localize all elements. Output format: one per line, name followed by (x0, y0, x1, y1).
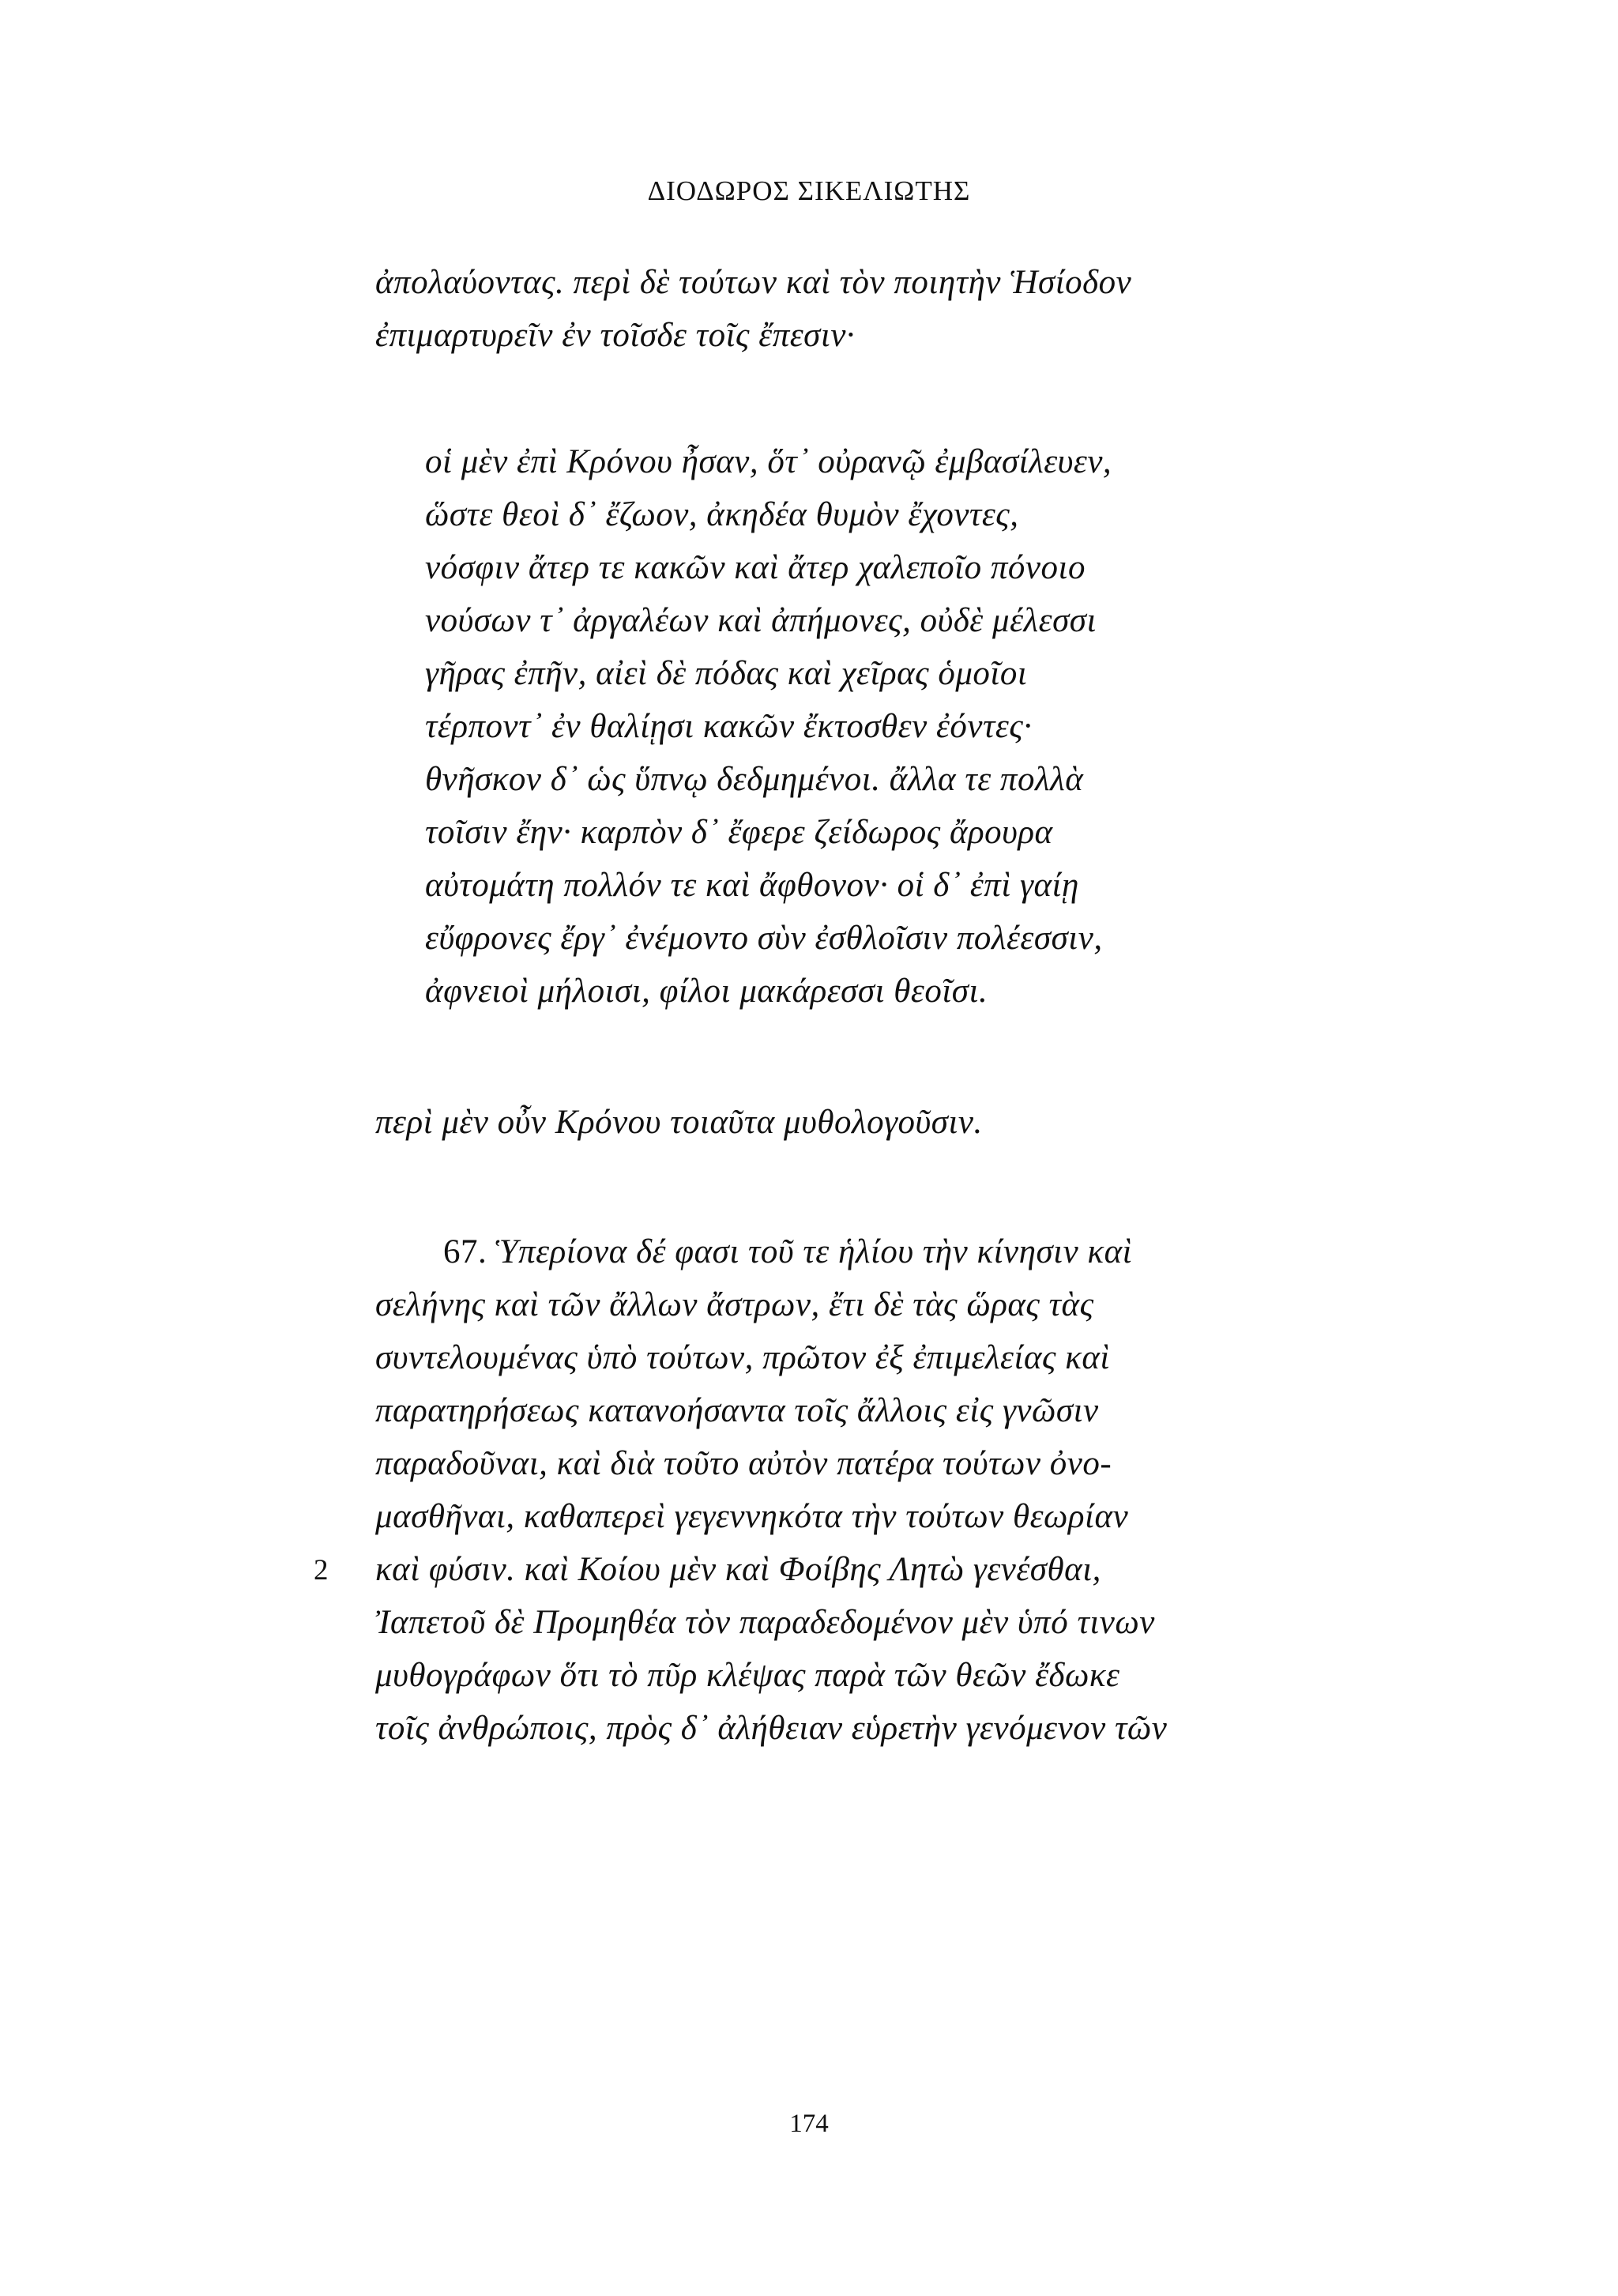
chapter-line: Ἰαπετοῦ δὲ Προμηθέα τὸν παραδεδομένον μὲν ὑπό τινων (375, 1604, 1155, 1641)
page-number: 174 (789, 2110, 829, 2138)
chapter-line: παρατηρήσεως κατανοήσαντα τοῖς ἄλλοις εἰς γνῶσιν (375, 1392, 1099, 1429)
verse-line: οἱ μὲν ἐπὶ Κρόνου ἦσαν, ὅτ᾽ οὐρανῷ ἐμβασίλευεν, (425, 443, 1112, 480)
verse-line: νούσων τ᾽ ἀργαλέων καὶ ἀπήμονες, οὐδὲ μέλεσσι (425, 602, 1097, 639)
chapter-line: παραδοῦναι, καὶ διὰ τοῦτο αὐτὸν πατέρα τούτων ὀνο- (375, 1445, 1112, 1482)
verse-line: εὔφρονες ἔργ᾽ ἐνέμοντο σὺν ἐσθλοῖσιν πολέεσσιν, (425, 920, 1103, 957)
chapter-line: συντελουμένας ὑπὸ τούτων, πρῶτον ἐξ ἐπιμελείας καὶ (375, 1339, 1110, 1376)
chapter-line: σελήνης καὶ τῶν ἄλλων ἄστρων, ἔτι δὲ τὰς ὥρας τὰς (375, 1286, 1094, 1323)
chapter-number: 67. (443, 1233, 487, 1270)
verse-line: τέρποντ᾽ ἐν θαλίῃσι κακῶν ἔκτοσθεν ἐόντες· (425, 708, 1033, 745)
section-marker: 2 (314, 1554, 329, 1586)
running-head: ΔΙΟΔΩΡΟΣ ΣΙΚΕΛΙΩΤΗΣ (647, 175, 971, 206)
chapter-line: καὶ φύσιν. καὶ Κοίου μὲν καὶ Φοίβης Λητὼ γενέσθαι, (375, 1551, 1101, 1588)
verse-line: ὥστε θεοὶ δ᾽ ἔζωον, ἀκηδέα θυμὸν ἔχοντες, (425, 496, 1019, 533)
verse-line: θνῆσκον δ᾽ ὡς ὕπνῳ δεδμημένοι. ἄλλα τε πολλὰ (425, 761, 1084, 798)
chapter-line: μυθογράφων ὅτι τὸ πῦρ κλέψας παρὰ τῶν θεῶν ἔδωκε (375, 1657, 1120, 1694)
verse-line: ἀφνειοὶ μήλοισι, φίλοι μακάρεσσι θεοῖσι. (425, 973, 988, 1010)
verse-line: τοῖσιν ἔην· καρπὸν δ᾽ ἔφερε ζείδωρος ἄρουρα (425, 814, 1053, 851)
chapter-first-line-text: Ὑπερίονα δέ φασι τοῦ τε ἡλίου τὴν κίνησιν καὶ (495, 1233, 1133, 1270)
conclusion-line: περὶ μὲν οὖν Κρόνου τοιαῦτα μυθολογοῦσιν. (375, 1104, 983, 1141)
verse-line: γῆρας ἐπῆν, αἰεὶ δὲ πόδας καὶ χεῖρας ὁμοῖοι (425, 655, 1028, 692)
verse-line: νόσφιν ἄτερ τε κακῶν καὶ ἄτερ χαλεποῖο πόνοιο (425, 549, 1086, 586)
intro-line: ἀπολαύοντας. περὶ δὲ τούτων καὶ τὸν ποιητὴν Ἡσίοδον (375, 264, 1132, 301)
chapter-line: τοῖς ἀνθρώποις, πρὸς δ᾽ ἀλήθειαν εὑρετὴν γενόμενον τῶν (375, 1710, 1168, 1747)
chapter-first-line (443, 1233, 1132, 1271)
verse-line: αὐτομάτη πολλόν τε καὶ ἄφθονον· οἱ δ᾽ ἐπὶ γαίῃ (425, 867, 1079, 904)
chapter-line: μασθῆναι, καθαπερεὶ γεγεννηκότα τὴν τούτων θεωρίαν (375, 1498, 1129, 1535)
intro-line: ἐπιμαρτυρεῖν ἐν τοῖσδε τοῖς ἔπεσιν· (375, 317, 856, 354)
